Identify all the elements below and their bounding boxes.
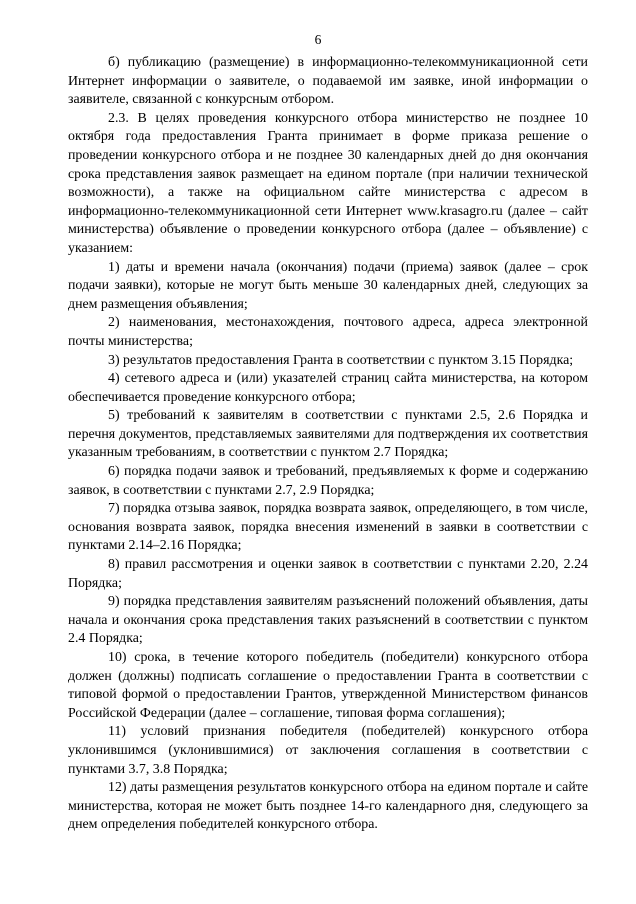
list-item-10: 10) срока, в течение которого победитель (победители) конкурсного отбора должен (должны) подписать соглашение о предоставлении Гранта в соответствии с типовой формой о предоставлении Грантов, утвержденной Министерством финансов Российской Федерации (далее – соглашение, типовая форма соглашения); [68,650,588,721]
list-item-8: 8) правил рассмотрения и оценки заявок в соответствии с пунктами 2.20, 2.24 Порядка; [68,557,588,591]
list-item-6: 6) порядка подачи заявок и требований, предъявляемых к форме и содержанию заявок, в соответствии с пунктами 2.7, 2.9 Порядка; [68,464,588,498]
paragraph-item-b: б) публикацию (размещение) в информационно-телекоммуникационной сети Интернет информации о заявителе, о подаваемой им заявке, иной информации о заявителе, связанной с конкурсным отбором. [68,55,588,108]
list-item-3: 3) результатов предоставления Гранта в соответствии с пунктом 3.15 Порядка; [108,352,574,368]
list-item-12: 12) даты размещения результатов конкурсного отбора на едином портале и сайте министерства, которая не может быть позднее 14-го календарного дня, следующего за днем определения победителей конкурсного отбора. [68,780,588,833]
list-item-7: 7) порядка отзыва заявок, порядка возврата заявок, определяющего, в том числе, основания возврата заявок, порядка внесения изменений в заявки в соответствии с пунктами 2.14–2.16 Порядка; [68,501,588,554]
list-item-9: 9) порядка представления заявителям разъяснений положений объявления, даты начала и окончания срока представления таких разъяснений в соответствии с пунктом 2.4 Порядка; [68,594,588,647]
list-item-4: 4) сетевого адреса и (или) указателей страниц сайта министерства, на котором обеспечивается проведение конкурсного отбора; [68,371,588,405]
paragraph-2-3: 2.3. В целях проведения конкурсного отбора министерство не позднее 10 октября года предоставления Гранта принимает в форме приказа решение о проведении конкурсного отбора и не позднее 30 календарных дней до дня окончания срока представления заявок размещает на едином портале (при наличии технической возможности), а также на официальном сайте министерства с адресом в информационно-телекоммуникационной сети Интернет www.krasagro.ru (далее – сайт министерства) объявление о проведении конкурсного отбора (далее – объявление) с указанием: [68,110,588,256]
list-item-1: 1) даты и времени начала (окончания) подачи (приема) заявок (далее – срок подачи заявки), которые не могут быть меньше 30 календарных дней, следующих за днем размещения объявления; [68,259,588,312]
page-number: 6 [314,32,322,47]
list-item-5: 5) требований к заявителям в соответствии с пунктами 2.5, 2.6 Порядка и перечня документов, представляемых заявителями для подтверждения их соответствия указанным требованиям, в соответствии с пунктом 2.7 Порядка; [68,408,588,461]
list-item-11: 11) условий признания победителя (победителей) конкурсного отбора уклонившимся (уклонившимися) от заключения соглашения в соответствии с пунктами 3.7, 3.8 Порядка; [68,724,588,777]
list-item-2: 2) наименования, местонахождения, почтового адреса, адреса электронной почты министерства; [68,315,588,349]
document-body [68,54,588,835]
